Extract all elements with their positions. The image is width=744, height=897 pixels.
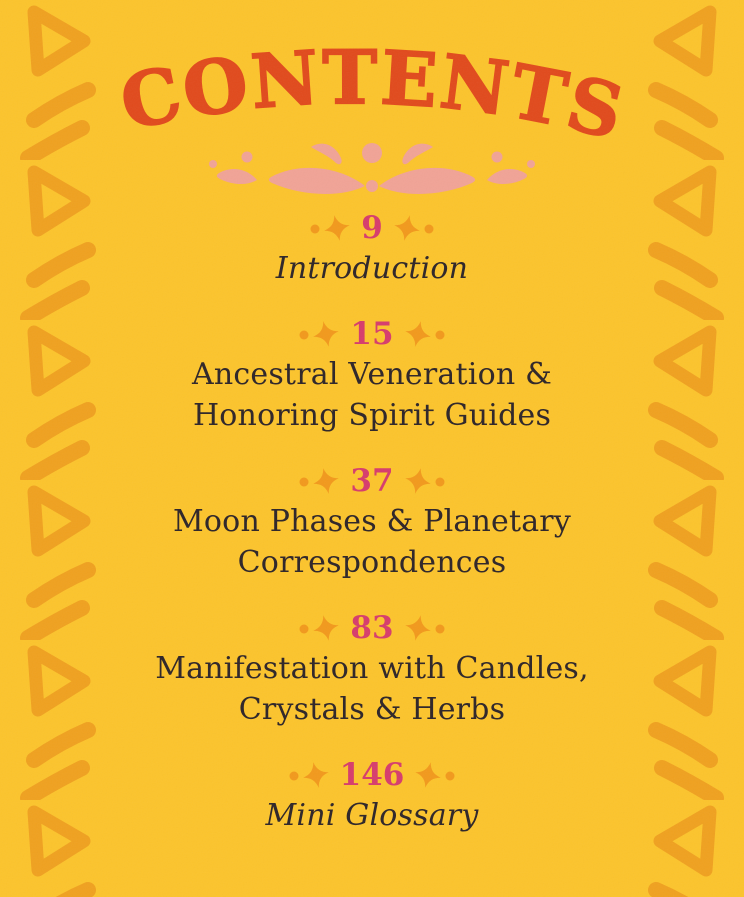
chapter-title-line2: Correspondences (237, 545, 507, 580)
page-number: 15 (350, 316, 394, 352)
chapter-title: Ancestral Veneration & (192, 357, 552, 392)
page-number: 83 (350, 610, 394, 646)
svg-text:CONTENTS (114, 35, 634, 140)
dot-sparkle-icon (308, 215, 352, 241)
dot-sparkle-icon (297, 468, 341, 494)
page-header (0, 30, 744, 202)
page-number: 146 (339, 757, 405, 793)
toc-entry-moon-phases (173, 463, 571, 583)
page-number: 37 (350, 463, 394, 499)
sparkle-dot-icon (392, 215, 436, 241)
page-title-text: CONTENTS (113, 35, 634, 140)
chapter-title: Introduction (275, 251, 469, 286)
flourish-ornament-icon (207, 140, 537, 202)
sparkle-dot-icon (403, 321, 447, 347)
sparkle-dot-icon (403, 468, 447, 494)
toc-list (0, 210, 744, 863)
dot-sparkle-icon (297, 321, 341, 347)
chapter-title: Mini Glossary (265, 798, 479, 833)
page-number: 9 (361, 210, 383, 246)
page-title (0, 30, 744, 140)
toc-entry-introduction (276, 210, 468, 289)
dot-sparkle-icon (297, 615, 341, 641)
chapter-title: Moon Phases & Planetary (173, 504, 571, 539)
page-number-row (297, 316, 446, 352)
sparkle-dot-icon (413, 762, 457, 788)
toc-entry-manifestation (155, 610, 589, 730)
page-number-row (308, 210, 436, 246)
toc-entry-mini-glossary (266, 757, 479, 836)
chapter-title: Manifestation with Candles, (155, 651, 589, 686)
page-number-row (297, 610, 446, 646)
page-number-row (287, 757, 458, 793)
chapter-title-line2: Honoring Spirit Guides (192, 398, 552, 433)
sparkle-dot-icon (403, 615, 447, 641)
dot-sparkle-icon (287, 762, 331, 788)
page-number-row (297, 463, 446, 499)
toc-entry-ancestral-veneration (192, 316, 552, 436)
chapter-title-line2: Crystals & Herbs (238, 692, 506, 727)
